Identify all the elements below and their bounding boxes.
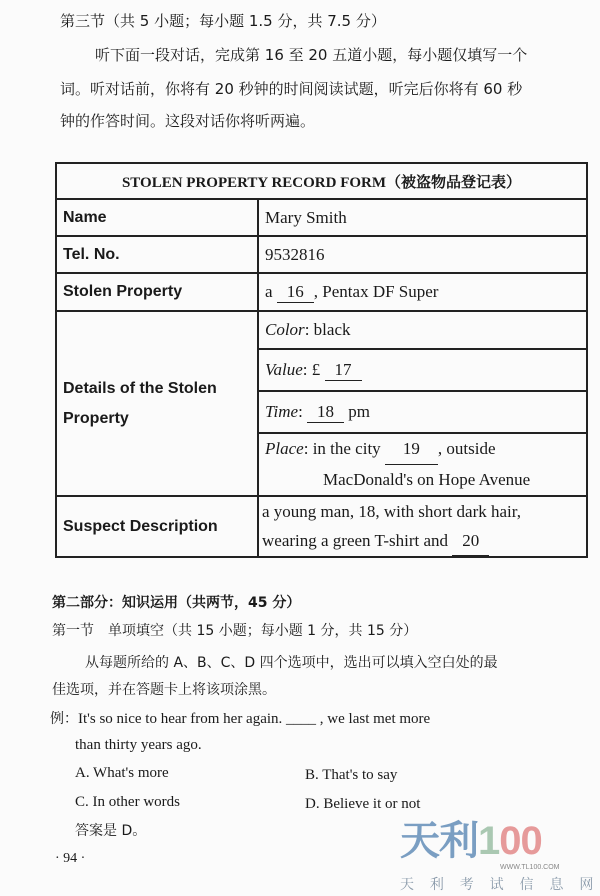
example-answer: 答案是 D。 [75, 823, 147, 839]
part2-heading: 第二部分：知识运用（共两节，45 分） [52, 595, 301, 611]
suspect-label: Suspect Description [56, 496, 258, 557]
form-title: STOLEN PROPERTY RECORD FORM（被盗物品登记表） [56, 163, 587, 199]
option-d: D. Believe it or not [305, 796, 421, 812]
place-row: Place: in the city 19 , outside MacDonald's on Hope Avenue [258, 433, 587, 496]
stolen-property-label: Stolen Property [56, 273, 258, 311]
name-value: Mary Smith [258, 199, 587, 236]
text: £ [311, 359, 321, 379]
text: pm [348, 401, 371, 421]
example-line-2: than thirty years ago. [75, 737, 202, 753]
section3-instructions-1: 听下面一段对话，完成第 16 至 20 五道小题，每小题仅填写一个 [95, 46, 528, 64]
blank-19: 19 [385, 434, 438, 465]
part2-instructions-1: 从每题所给的 A、B、C、D 四个选项中，选出可以填入空白处的最 [85, 655, 498, 671]
details-label: Details of the Stolen Property [56, 311, 258, 496]
option-b: B. That's to say [305, 767, 398, 783]
time-row: Time: 18 pm [258, 391, 587, 433]
value-row: Value: £ 17 [258, 349, 587, 391]
place-label: Place [265, 439, 304, 458]
section3-instructions-2: 词。听对话前，你将有 20 秒钟的时间阅读试题，听完后你将有 60 秒 [60, 80, 523, 98]
option-c: C. In other words [75, 794, 180, 810]
name-label: Name [56, 199, 258, 236]
option-a: A. What's more [75, 765, 169, 781]
tel-label: Tel. No. [56, 236, 258, 273]
page-number: · 94 · [55, 851, 86, 866]
section3-instructions-3: 钟的作答时间。这段对话你将听两遍。 [60, 112, 316, 130]
text: MacDonald's on Hope Avenue [323, 470, 531, 489]
watermark-url: WWW.TL100.COM [500, 864, 560, 871]
watermark-tagline: 天 利 考 试 信 息 网 [400, 876, 600, 892]
color-value: black [313, 320, 351, 339]
blank-16: 16 [277, 282, 314, 303]
text: , outside [437, 439, 496, 458]
stolen-property-form [55, 162, 588, 558]
part2-section1: 第一节 单项填空（共 15 小题；每小题 1 分，共 15 分） [52, 623, 418, 639]
watermark-logo: 天利100 [400, 819, 542, 863]
color-label: Color [265, 320, 305, 339]
example-label: 例： [50, 711, 78, 727]
section3-heading: 第三节（共 5 小题；每小题 1.5 分，共 7.5 分） [60, 12, 386, 30]
text: a [265, 281, 273, 301]
text: a young man, 18, with short dark hair, [262, 502, 521, 521]
tel-value: 9532816 [258, 236, 587, 273]
stolen-property-value [258, 273, 587, 311]
value-label: Value [265, 359, 303, 379]
color-row: Color: black [258, 311, 587, 349]
text: wearing a green T-shirt and [262, 531, 448, 550]
example-text: It's so nice to hear from her again. ____ , we last met more [78, 711, 431, 727]
blank-17: 17 [325, 360, 362, 381]
example-question [50, 710, 430, 728]
blank-18: 18 [307, 402, 344, 423]
blank-20: 20 [452, 526, 489, 556]
suspect-description [258, 496, 587, 557]
text: in the city [312, 439, 381, 458]
text: , Pentax DF Super [313, 281, 439, 301]
time-label: Time [265, 401, 299, 421]
part2-instructions-2: 佳选项，并在答题卡上将该项涂黑。 [52, 682, 276, 698]
